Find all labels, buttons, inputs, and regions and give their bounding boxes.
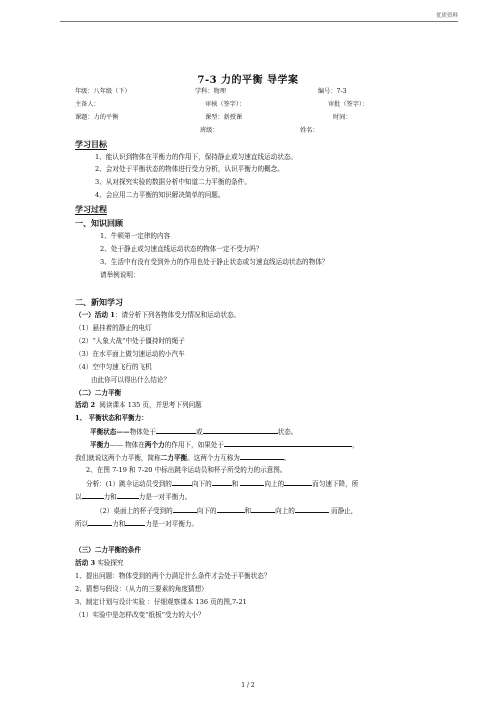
review-item: 1、牛顿第一定律的内容 — [100, 232, 171, 240]
meta-code: 编号：7-3 — [318, 88, 347, 95]
example-item: （3）在水平面上做匀速运动的小汽车 — [75, 350, 185, 358]
fill-blank[interactable] — [172, 479, 192, 486]
step-item: 2、猜想与假设：（从力的三要素的角度猜想） — [75, 585, 208, 593]
cup-text: 向上的 — [275, 507, 295, 515]
fill-blank[interactable] — [217, 506, 245, 513]
cup-text: 向下的 — [196, 507, 217, 515]
state-text: 状态。 — [277, 428, 298, 436]
fill-blank[interactable] — [240, 453, 284, 460]
analysis-text: 而匀速下降，所 — [312, 480, 359, 488]
step-item: 1、提出问题：物体受到的两个力满足什么条件才会处于平衡状态？ — [75, 572, 271, 580]
meta-approver: 审批（签字）： — [328, 101, 369, 108]
page-title: 7-3 力的平衡 导学案 — [197, 75, 299, 86]
page-number: 1 / 2 — [241, 682, 255, 689]
meta-grade: 年级：八年级（下） — [75, 88, 131, 95]
fill-blank[interactable] — [224, 440, 352, 447]
review-item: 3、生活中有没有受到外力的作用也处于静止状态或匀速直线运动状态的物体？ — [100, 258, 329, 266]
process-heading: 学习过程 — [75, 204, 107, 214]
act3-label: 活动 3 — [75, 559, 96, 567]
goals-heading: 学习目标 — [75, 139, 107, 149]
meta-subject: 学科：物理 — [195, 88, 226, 95]
fill-blank[interactable] — [88, 519, 112, 526]
fill-blank[interactable] — [212, 479, 232, 486]
part1-text: ：请分析下列各物体受力情况和运动状态。 — [114, 311, 241, 319]
force-text: 。 — [283, 454, 291, 462]
cup-text: 力是一对平衡力。 — [145, 520, 199, 528]
meta-reviewer: 审核（签字）： — [205, 101, 246, 108]
state-label: 平衡状态—— — [90, 428, 130, 436]
analysis-text: 力和 — [103, 493, 117, 501]
part3-heading: （三）二力平衡的条件 — [75, 546, 141, 554]
analysis-text: 分析：(1）跳伞运动员受到的 — [86, 480, 172, 488]
new-heading: 二、新知学习 — [75, 297, 123, 307]
example-item: （2）“人象大战”中处于僵持时的绳子 — [75, 337, 185, 345]
force-text: 我们就说这两个力平衡，简称 — [75, 454, 161, 462]
cup-text: 所以 — [75, 520, 89, 528]
force-text: 的作用下，如果处于 — [164, 441, 224, 449]
act2-text: 阅读课本 135 页，并思考下列问题 — [99, 401, 202, 409]
example-item: （1）悬挂着的静止的电灯 — [75, 324, 152, 332]
header-tag: 优质资料 — [435, 13, 458, 19]
review-heading: 一、知识回顾 — [75, 218, 123, 228]
part2-heading: （二）二力平衡 — [75, 389, 122, 397]
fill-blank[interactable] — [117, 492, 139, 499]
part1-label: （一）活动 1 — [75, 311, 115, 319]
analysis-text: 力是一对平衡力。 — [138, 493, 192, 501]
fill-blank[interactable] — [295, 506, 329, 513]
analysis-text: 向下的 — [191, 480, 212, 488]
force-label: 平衡力 — [90, 441, 110, 449]
meta-author: 主备人： — [75, 101, 100, 108]
fill-blank[interactable] — [251, 506, 275, 513]
q2-text: 2、在图 7-19 和 7-20 中标出跳伞运动员和杯子所受的力的示意图。 — [86, 466, 287, 474]
example-item: （4）空中匀速飞行的飞机 — [75, 363, 152, 371]
meta-class: 班级： — [200, 127, 219, 134]
act2-label: 活动 2 — [75, 401, 96, 409]
goal-item: 4、会应用二力平衡的知识解决简单的问题。 — [95, 191, 225, 199]
meta-name: 姓名： — [300, 127, 319, 134]
force-text: —— 物体在 — [109, 441, 145, 449]
cup-text: 力和 — [112, 520, 126, 528]
state-text: 物体处于 — [129, 428, 156, 436]
review-item: 2、处于静止或匀速直线运动状态的物体一定不受力吗？ — [100, 245, 263, 253]
analysis-text: 和 — [231, 480, 239, 488]
force-text: 二力平衡 — [160, 454, 188, 462]
state-text: 或 — [195, 428, 203, 436]
force-text: ， — [351, 441, 359, 449]
fill-blank[interactable] — [240, 479, 264, 486]
step-item: 3、制定计划与设计实验 ：仔细观察课本 136 页的图,7-21 — [75, 598, 247, 606]
meta-type: 课型：新授课 — [205, 114, 243, 121]
review-note: 请举例说明： — [100, 271, 140, 279]
cup-text: 和 — [244, 507, 252, 515]
conclusion-question: 由此你可以得出什么结论？ — [91, 376, 171, 384]
header-rule — [60, 21, 458, 22]
force-text: 。这两个力互称为 — [187, 454, 240, 462]
goal-item: 2、会对处于平衡状态的物体进行受力分析，认识平衡力的概念。 — [95, 165, 284, 173]
cup-text: 而静止， — [331, 507, 358, 515]
goal-item: 3、从对探究实验的数据分析中知道二力平衡的条件。 — [95, 178, 251, 186]
q1-heading: 1、 平衡状态和平衡力： — [75, 414, 148, 422]
fill-blank[interactable] — [173, 506, 197, 513]
fill-blank[interactable] — [82, 492, 104, 499]
fill-blank[interactable] — [156, 427, 196, 434]
step-item: （1）实验中是怎样改变“纸板”受力的大小？ — [75, 611, 205, 619]
fill-blank[interactable] — [203, 427, 278, 434]
act3-text: 实验探究 — [97, 559, 124, 567]
analysis-text: 以 — [75, 493, 82, 501]
fill-blank[interactable] — [284, 479, 312, 486]
fill-blank[interactable] — [125, 519, 145, 526]
analysis-text: 向上的 — [264, 480, 285, 488]
force-text: 两个力 — [144, 441, 165, 449]
cup-text: （2）桌面上的杯子受到的 — [96, 507, 173, 515]
meta-time: 时间： — [333, 114, 352, 121]
meta-topic: 课题：力的平衡 — [75, 114, 119, 121]
goal-item: 1、能认识到物体在平衡力的作用下，保持静止或匀速直线运动状态。 — [95, 153, 298, 161]
